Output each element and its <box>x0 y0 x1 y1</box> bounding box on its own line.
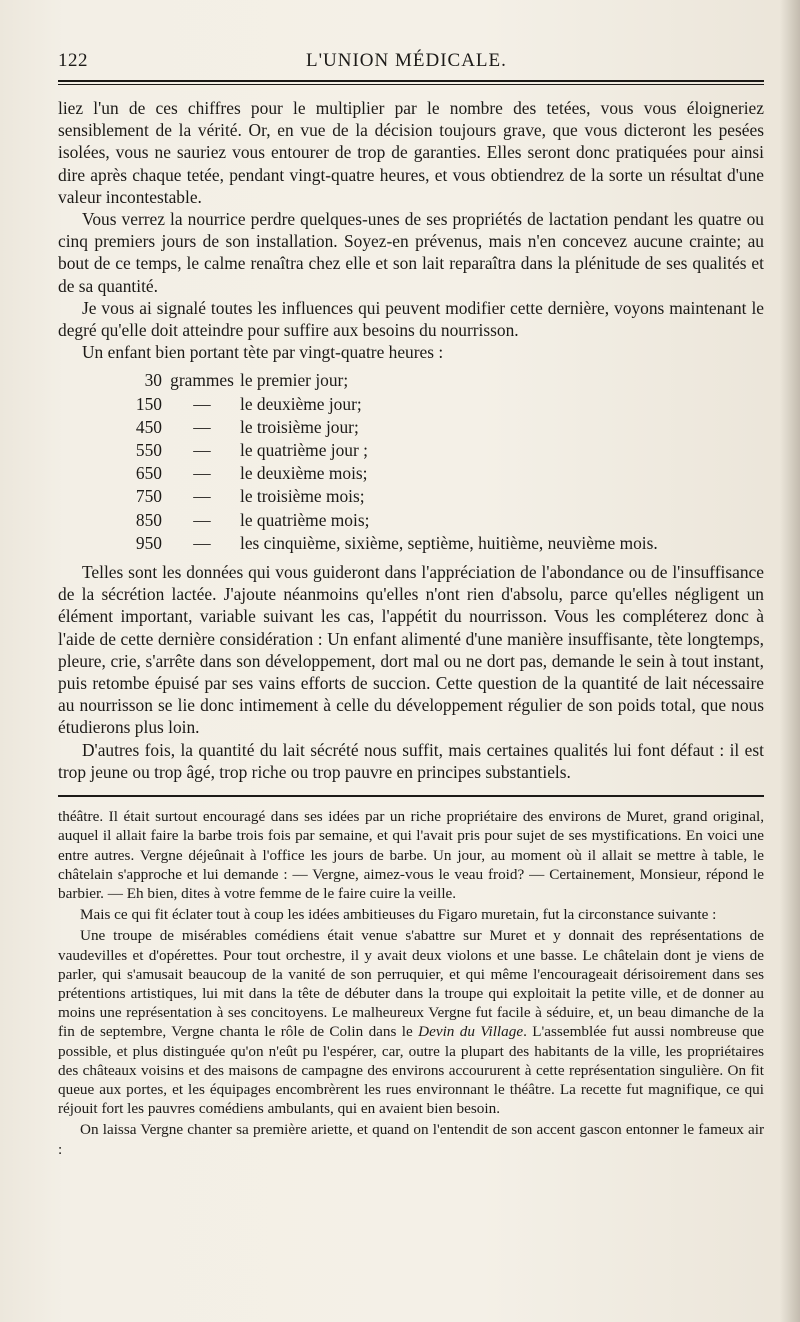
amount: 850 <box>135 509 162 530</box>
amount: 750 <box>135 486 162 507</box>
list-item <box>118 369 764 392</box>
footnote-paragraph: théâtre. Il était surtout encouragé dans ses idées par un riche propriétaire des environs de Muret, grand original, auquel il allait faire la barbe trois fois par semaine, et qui l'avait pris pour sujet de ses mystifications. En voici une entre autres. Vergne déjeûnait à l'office les jours de barbe. Un jour, au moment où il allait se mettre à table, le châtelain s'approche et lui demande : — Vergne, aimez-vous le veau froid? — Certainement, Monsieur, répond le barbier. — Eh bien, dites à votre femme de le faire cuire la veille. <box>58 808 764 902</box>
list-item <box>118 393 764 416</box>
amount: 650 <box>135 463 162 484</box>
list-item <box>118 462 764 485</box>
running-head <box>58 46 764 76</box>
list-item <box>118 532 764 555</box>
paragraph: Telles sont les données qui vous guideront dans l'appréciation de l'abondance ou de l'insuffisance de la sécrétion lactée. J'ajoute néanmoins qu'elles n'ont rien d'absolu, parce qu'elles négligent un élément important, variable suivant les cas, l'appétit du nourrisson. Vous les compléterez donc à l'aide de cette dernière considération : Un enfant alimenté d'une manière insuffisante, tète longtemps, pleure, crie, s'arrête dans son développement, dort mal ou ne dort pas, demande le sein à tout instant, puis retombe épuisé par ses vains efforts de succion. Cette question de la quantité de lait nécessaire au nourrisson se lie donc intimement à celle du développement régulier de son poids total, que nous étudierons plus loin. <box>58 562 764 738</box>
amount: 450 <box>135 416 162 437</box>
unit: — <box>193 416 211 437</box>
header-rule-thin <box>58 84 764 85</box>
unit: — <box>193 440 211 461</box>
paragraph: Je vous ai signalé toutes les influences qui peuvent modifier cette dernière, voyons maintenant le degré qu'elle doit atteindre pour suffire aux besoins du nourrisson. <box>58 297 764 341</box>
list-item <box>118 416 764 439</box>
opera-title: Devin du Village <box>418 1023 524 1041</box>
age: le quatrième mois; <box>240 509 370 530</box>
amount: 550 <box>135 440 162 461</box>
unit: — <box>193 532 211 553</box>
unit: — <box>193 509 211 530</box>
footnote-text-segment: . L'assemblée fut aussi nombreuse que possible, et plus distinguée qu'on n'eût pu l'espérer, car, outre la plupart des habitants de la ville, les propriétaires des châteaux voisins et des maisons de campagne des environs accoururent à cette représentation singulière. On fit queue aux portes, et les équipages encombrèrent les rues environnant le théâtre. La recette fut magnifique, ce qui réjouit fort les pauvres comédiens ambulants, qui en avaient bien besoin. <box>58 1023 765 1118</box>
journal-title: L'UNION MÉDICALE. <box>306 50 507 71</box>
paragraph: D'autres fois, la quantité du lait sécrété nous suffit, mais certaines qualités lui font défaut : il est trop jeune ou trop âgé, trop riche ou trop pauvre en principes substantiels. <box>58 739 764 782</box>
page-number: 122 <box>58 50 88 71</box>
age: le premier jour; <box>240 370 349 391</box>
age: le deuxième mois; <box>240 463 368 484</box>
paragraph: Un enfant bien portant tète par vingt-quatre heures : <box>82 342 444 363</box>
paragraph: liez l'un de ces chiffres pour le multiplier par le nombre des tetées, vous vous éloigneriez sensiblement de la vérité. Or, en vue de la décision toujours grave, que vous dicteront les pesées isolées, vous ne sauriez vous entourer de trop de garanties. Elles seront donc pratiquées pour ainsi dire après chaque tetée, pendant vingt-quatre heures, et vous obtiendrez de la sorte un résultat d'une valeur incontestable. <box>58 98 764 207</box>
age: le troisième jour; <box>240 416 359 437</box>
footnote-text-segment: Une troupe de misérables comédiens était venue s'abattre sur Muret et y donnait des représentations de vaudevilles et d'opérettes. Pour tout orchestre, il y avait deux violons et une basse. Le châtelain dont je viens de parler, qui s'amusait beaucoup de la vanité de son perruquier, et qui même l'encourageait dérisoirement dans ses prétentions artistiques, lui mit dans la tête de débuter dans la troupe qui exploitait la petite ville, et de donner au moins une représentation à ses concitoyens. Le malheureux Vergne fut facile à séduire, et, un beau dimanche de la fin de septembre, Vergne chanta le rôle de Colin dans le <box>58 927 764 1041</box>
age: les cinquième, sixième, septième, huitième, neuvième mois. <box>240 532 658 553</box>
unit: — <box>193 486 211 507</box>
footnote-rule <box>58 795 764 797</box>
list-item <box>118 485 764 508</box>
amount: 950 <box>135 532 162 553</box>
unit: — <box>193 393 211 414</box>
unit: — <box>193 463 211 484</box>
age: le troisième mois; <box>240 486 365 507</box>
list-item <box>118 439 764 462</box>
milk-quantity-list <box>118 369 764 555</box>
footnote <box>58 807 764 1159</box>
main-text <box>58 97 764 783</box>
footnote-paragraph <box>58 926 764 1118</box>
amount: 150 <box>135 393 162 414</box>
age: le quatrième jour ; <box>240 440 368 461</box>
age: le deuxième jour; <box>240 393 362 414</box>
page-spine-shadow <box>780 0 800 1322</box>
footnote-paragraph: Mais ce qui fit éclater tout à coup les idées ambitieuses du Figaro muretain, fut la circonstance suivante : <box>80 906 717 924</box>
amount: 30 <box>144 370 162 391</box>
header-rule <box>58 80 764 82</box>
unit: grammes <box>170 370 234 391</box>
paragraph: Vous verrez la nourrice perdre quelques-unes de ses propriétés de lactation pendant les quatre ou cinq premiers jours de son installation. Soyez-en prévenus, mais n'en concevez aucune crainte; au bout de ce temps, le calme renaîtra chez elle et son lait reparaîtra dans la plénitude de ses qualités et de sa quantité. <box>58 209 764 296</box>
footnote-paragraph: On laissa Vergne chanter sa première ariette, et quand on l'entendit de son accent gascon entonner le fameux air : <box>58 1121 764 1158</box>
list-item <box>118 509 764 532</box>
